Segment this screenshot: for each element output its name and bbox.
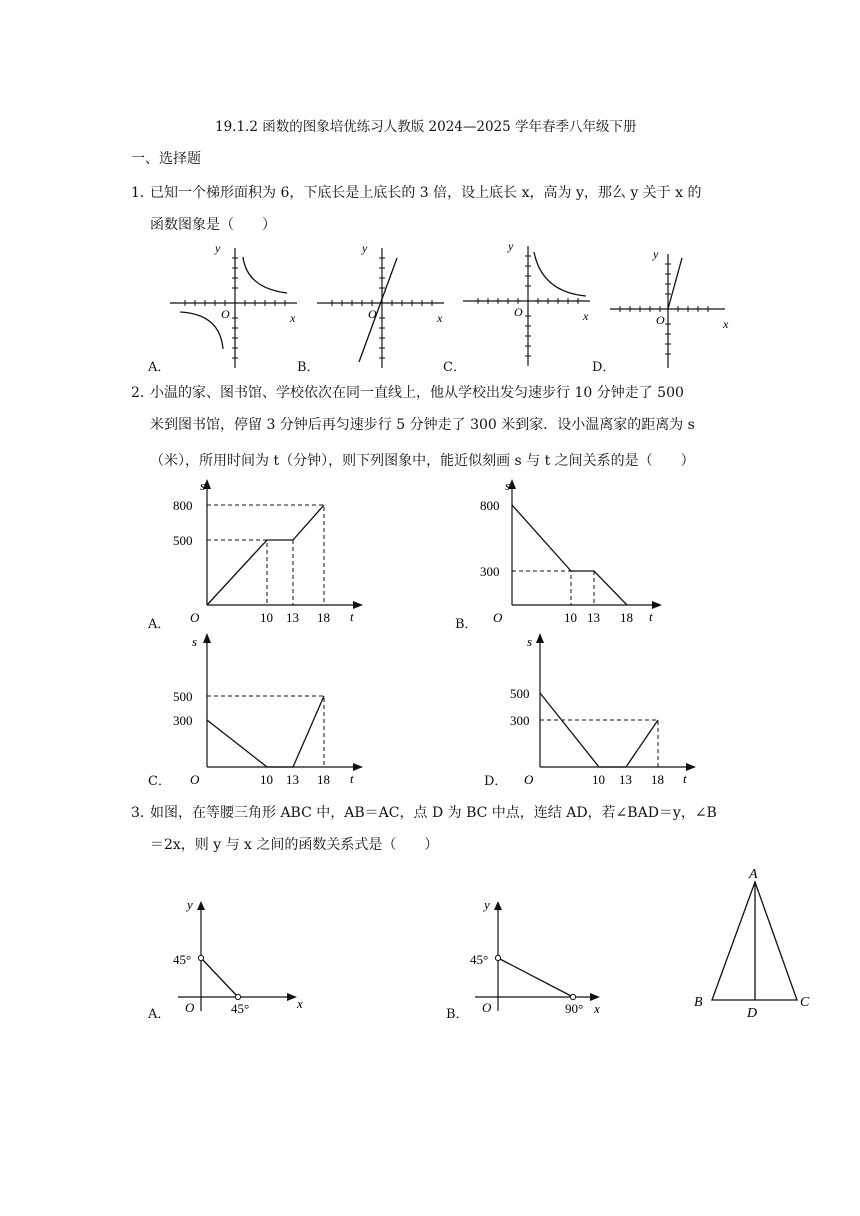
q1a-x-label: x: [290, 311, 296, 325]
q2-number: 2．: [131, 385, 154, 401]
q2b-tick-13: 13: [587, 610, 600, 625]
q3b-tick-y45: 45°: [470, 952, 489, 967]
q3b-tick-x90: 90°: [565, 1001, 584, 1016]
q1-graph-a: [165, 240, 305, 375]
q2c-tick-500: 500: [173, 689, 193, 704]
q2a-tick-13: 13: [286, 610, 299, 625]
q3-text-line2: ＝2x，则 y 与 x 之间的函数关系式是（ ）: [150, 837, 439, 853]
q3-triangle-figure: [690, 862, 820, 1022]
triangle-label-d: D: [747, 1006, 758, 1021]
q2a-t-label: t: [350, 609, 354, 624]
q2-graph-d: [503, 632, 703, 787]
q3a-x-label: x: [297, 996, 303, 1011]
q3b-y-label: y: [484, 897, 490, 912]
q1a-origin-label: O: [221, 307, 230, 321]
q3-option-b-label[interactable]: B．: [446, 1007, 469, 1022]
q1c-origin-label: O: [514, 305, 523, 319]
q2a-s-label: s: [200, 478, 206, 493]
q2-graph-b: [475, 478, 675, 628]
q2-text-line2: 米到图书馆，停留 3 分钟后再匀速步行 5 分钟走了 300 米到家．设小温离家的距离为 s: [150, 417, 695, 433]
q2c-tick-10: 10: [260, 772, 273, 787]
q2c-tick-18: 18: [317, 772, 330, 787]
q2-option-b-label[interactable]: B．: [455, 617, 478, 632]
q2a-tick-500: 500: [173, 533, 193, 548]
q1-graph-b: [312, 240, 452, 375]
q1b-origin-label: O: [368, 307, 377, 321]
q2a-tick-800: 800: [173, 498, 193, 513]
q1-text-line2: 函数图象是（ ）: [150, 217, 276, 233]
q2b-t-label: t: [649, 609, 653, 624]
q2b-tick-10: 10: [564, 610, 577, 625]
q2b-tick-800: 800: [480, 498, 500, 513]
q2c-s-label: s: [192, 634, 198, 649]
q2-option-a-label[interactable]: A．: [148, 617, 171, 632]
q1-text-line1: 已知一个梯形面积为 6，下底长是上底长的 3 倍，设上底长 x，高为 y，那么 y 关于 x 的: [150, 185, 702, 201]
q3-text-line1: 如图，在等腰三角形 ABC 中，AB＝AC，点 D 为 BC 中点，连结 AD，若∠BAD＝y，∠B: [150, 805, 717, 821]
triangle-label-b: B: [694, 995, 703, 1010]
q2b-tick-300: 300: [480, 564, 500, 579]
q3b-origin-label: O: [482, 1000, 492, 1015]
q2d-s-label: s: [527, 634, 533, 649]
q1-option-d-label[interactable]: D．: [592, 360, 616, 375]
q3-graph-a: [170, 896, 320, 1026]
q2c-t-label: t: [350, 771, 354, 786]
q1-option-c-label[interactable]: C．: [443, 360, 466, 375]
q2a-tick-18: 18: [317, 610, 330, 625]
q2c-tick-13: 13: [286, 772, 299, 787]
q2-graph-a: [170, 478, 370, 628]
q1c-y-label: y: [508, 239, 514, 253]
q1-graph-c: [458, 238, 598, 373]
q1a-y-label: y: [215, 241, 221, 255]
q2a-origin-label: O: [190, 610, 200, 625]
q2b-tick-18: 18: [620, 610, 633, 625]
q2-option-c-label[interactable]: C．: [148, 774, 171, 789]
q1-graph-d: [605, 246, 745, 381]
q2d-origin-label: O: [524, 772, 534, 787]
q2d-tick-10: 10: [592, 772, 605, 787]
q3a-tick-x45: 45°: [231, 1001, 250, 1016]
q1b-x-label: x: [437, 311, 443, 325]
q1c-x-label: x: [583, 309, 589, 323]
q2a-tick-10: 10: [260, 610, 273, 625]
q1-number: 1．: [131, 185, 154, 201]
triangle-label-c: C: [800, 995, 810, 1010]
q2d-tick-500: 500: [510, 686, 530, 701]
q3b-x-label: x: [594, 1001, 600, 1016]
q2c-tick-300: 300: [173, 713, 193, 728]
q1d-y-label: y: [653, 247, 659, 261]
q1d-origin-label: O: [656, 313, 665, 327]
q1-option-a-label[interactable]: A．: [148, 360, 171, 375]
q2d-tick-18: 18: [651, 772, 664, 787]
q2-graph-c: [170, 632, 370, 787]
q2-text-line3: （米），所用时间为 t（分钟），则下列图象中，能近似刻画 s 与 t 之间关系的是（ ）: [150, 453, 695, 469]
q3a-origin-label: O: [185, 1000, 195, 1015]
q1-option-b-label[interactable]: B．: [297, 360, 320, 375]
section-heading: 一、选择题: [131, 151, 201, 167]
q2d-t-label: t: [683, 771, 687, 786]
q2b-origin-label: O: [493, 610, 503, 625]
q3-number: 3．: [131, 805, 154, 821]
q1d-x-label: x: [723, 317, 729, 331]
q2-option-d-label[interactable]: D．: [484, 774, 508, 789]
q2d-tick-300: 300: [510, 713, 530, 728]
q2c-origin-label: O: [190, 772, 200, 787]
q1b-y-label: y: [362, 241, 368, 255]
q3-option-a-label[interactable]: A．: [148, 1007, 171, 1022]
page-title: 19.1.2 函数的图象培优练习人教版 2024—2025 学年春季八年级下册: [215, 119, 637, 135]
triangle-label-a: A: [749, 867, 758, 882]
q3-graph-b: [467, 896, 617, 1026]
q2b-s-label: s: [505, 478, 511, 493]
q3a-tick-y45: 45°: [173, 952, 192, 967]
q3a-y-label: y: [187, 897, 193, 912]
q2d-tick-13: 13: [619, 772, 632, 787]
q2-text-line1: 小温的家、图书馆、学校依次在同一直线上，他从学校出发匀速步行 10 分钟走了 500: [150, 385, 684, 401]
